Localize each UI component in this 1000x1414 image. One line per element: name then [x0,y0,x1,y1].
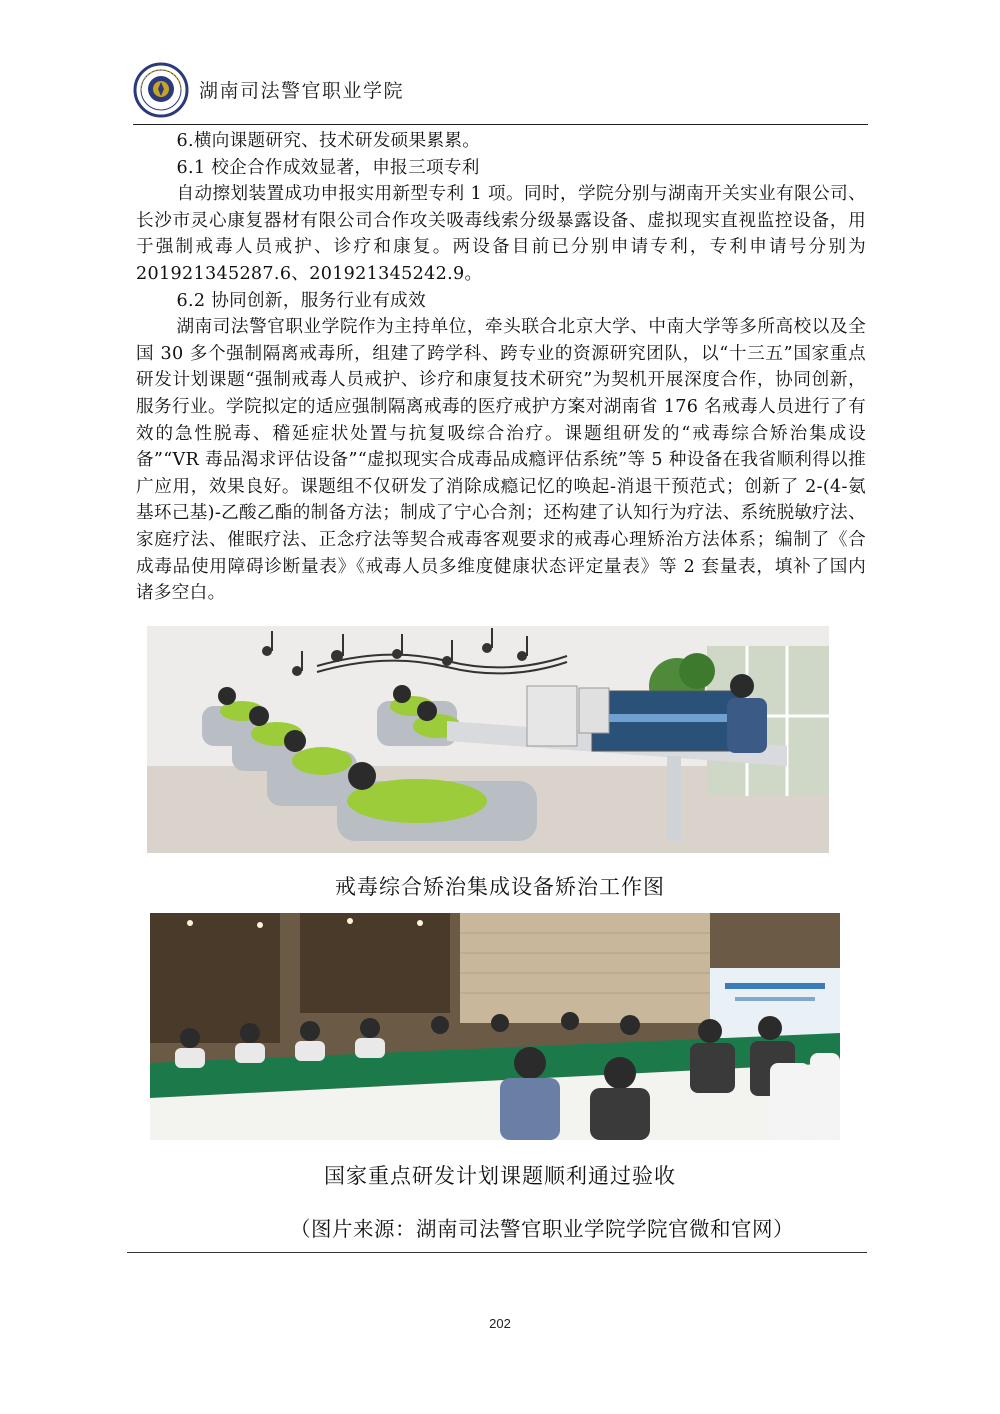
footer-divider [127,1252,867,1253]
page-header [133,62,868,124]
figure-2-caption: 国家重点研发计划课题顺利通过验收 [324,1164,676,1188]
photo-therapy-room [147,626,829,853]
subsection-heading-6-2: 6.2 协同创新，服务行业有成效 [176,290,426,311]
figure-1-caption: 戒毒综合矫治集成设备矫治工作图 [335,875,665,899]
section-heading-6: 6.横向课题研究、技术研发硕果累累。 [176,131,481,151]
header-divider [133,124,868,125]
paragraph-patents: 自动擦划装置成功申报实用新型专利 1 项。同时，学院分别与湖南开关实业有限公司、长沙市灵心康复器材有限公司合作攻关吸毒线索分级暴露设备、虚拟现实直视监控设备，用于强制戒毒人员戒护、诊疗和康复。两设备目前已分别申请专利，专利申请号分别为 201921345287.6、201921345242.9。 [136,184,866,284]
image-source-note: （图片来源：湖南司法警官职业学院学院官微和官网） [290,1217,794,1241]
main-content [136,128,866,607]
photo-project-acceptance-meeting [150,913,840,1140]
school-name: 湖南司法警官职业学院 [199,80,405,102]
paragraph-collaboration: 湖南司法警官职业学院作为主持单位，牵头联合北京大学、中南大学等多所高校以及全国 30 多个强制隔离戒毒所，组建了跨学科、跨专业的资源研究团队，以“十三五”国家重点研发计划课题“强制戒毒人员戒护、诊疗和康复技术研究”为契机开展深度合作，协同创新，服务行业。学院拟定的适应强制隔离戒毒的医疗戒护方案对湖南省 176 名戒毒人员进行了有效的急性脱毒、稽延症状处置与抗复吸综合治疗。课题组研发的“戒毒综合矫治集成设备”“VR 毒品渴求评估设备”“虚拟现实合成毒品成瘾评估系统”等 5 种设备在我省顺利得以推广应用，效果良好。课题组不仅研发了消除成瘾记忆的唤起-消退干预范式；创新了 2-(4-氨基环己基)-乙酸乙酯的制备方法；制成了宁心合剂；还构建了认知行为疗法、系统脱敏疗法、家庭疗法、催眠疗法、正念疗法等契合戒毒客观要求的戒毒心理矫治方法体系；编制了《合成毒品使用障碍诊断量表》《戒毒人员多维度健康状态评定量表》等 2 套量表，填补了国内诸多空白。 [136,317,866,604]
school-logo-icon [133,62,189,118]
page-number: 202 [489,1316,511,1331]
subsection-heading-6-1: 6.1 校企合作成效显著，申报三项专利 [176,157,480,178]
